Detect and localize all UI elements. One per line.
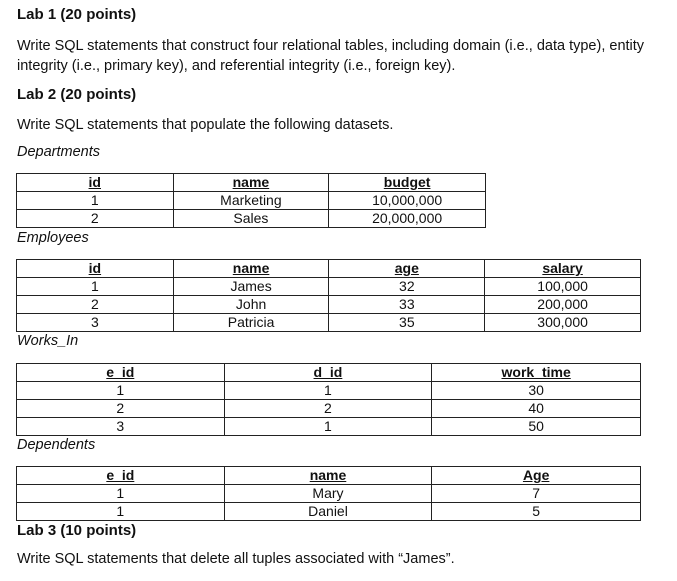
column-header: budget	[329, 174, 486, 192]
table-row	[17, 382, 641, 400]
table-cell: 50	[432, 418, 641, 436]
table-row	[17, 400, 641, 418]
table-cell: Marketing	[173, 192, 329, 210]
column-header: work_time	[432, 364, 641, 382]
table-cell: 200,000	[485, 296, 641, 314]
table-cell: 1	[224, 382, 432, 400]
column-header: salary	[485, 260, 641, 278]
table-cell: 32	[329, 278, 485, 296]
table-cell: 20,000,000	[329, 210, 486, 228]
table-row	[17, 296, 641, 314]
column-header: id	[17, 174, 174, 192]
column-header: d_id	[224, 364, 432, 382]
table-cell: 3	[17, 314, 174, 332]
table-cell: Mary	[224, 485, 432, 503]
column-header: name	[224, 467, 432, 485]
table-cell: 1	[17, 192, 174, 210]
dependents-caption: Dependents	[17, 437, 96, 453]
table-row	[17, 418, 641, 436]
table-cell: 100,000	[485, 278, 641, 296]
table-cell: 35	[329, 314, 485, 332]
dependents-table	[16, 466, 641, 521]
table-header-row	[17, 260, 641, 278]
column-header: e_id	[17, 467, 225, 485]
table-row	[17, 503, 641, 521]
departments-table	[16, 173, 486, 228]
lab3-instructions: Write SQL statements that delete all tuples associated with “James”.	[17, 551, 455, 567]
works-in-table	[16, 363, 641, 436]
table-cell: 1	[224, 418, 432, 436]
column-header: name	[173, 260, 329, 278]
table-row	[17, 192, 486, 210]
table-cell: 2	[224, 400, 432, 418]
table-row	[17, 314, 641, 332]
table-cell: 10,000,000	[329, 192, 486, 210]
lab2-heading: Lab 2 (20 points)	[17, 86, 137, 103]
column-header: Age	[432, 467, 641, 485]
table-cell: 1	[17, 485, 225, 503]
column-header: name	[173, 174, 329, 192]
column-header: age	[329, 260, 485, 278]
lab1-heading: Lab 1 (20 points)	[17, 6, 137, 23]
table-cell: John	[173, 296, 329, 314]
departments-caption: Departments	[17, 144, 101, 160]
table-cell: 7	[432, 485, 641, 503]
table-cell: Patricia	[173, 314, 329, 332]
table-cell: 2	[17, 296, 174, 314]
table-cell: 3	[17, 418, 225, 436]
lab1-instructions: Write SQL statements that construct four relational tables, including domain (i.e., data type), entity integrity (i.e., primary key), and referential integrity (i.e., foreign key).	[17, 38, 645, 74]
table-header-row	[17, 174, 486, 192]
table-cell: 1	[17, 503, 225, 521]
lab2-instructions: Write SQL statements that populate the following datasets.	[17, 117, 394, 133]
table-cell: 1	[17, 382, 225, 400]
column-header: e_id	[17, 364, 225, 382]
table-row	[17, 278, 641, 296]
table-cell: 5	[432, 503, 641, 521]
table-row	[17, 485, 641, 503]
works-in-caption: Works_In	[17, 333, 79, 349]
table-row	[17, 210, 486, 228]
table-cell: 2	[17, 400, 225, 418]
table-cell: James	[173, 278, 329, 296]
table-cell: 2	[17, 210, 174, 228]
lab3-heading: Lab 3 (10 points)	[17, 522, 137, 539]
table-cell: 1	[17, 278, 174, 296]
employees-table	[16, 259, 641, 332]
table-cell: 33	[329, 296, 485, 314]
table-cell: Daniel	[224, 503, 432, 521]
table-cell: 300,000	[485, 314, 641, 332]
column-header: id	[17, 260, 174, 278]
table-header-row	[17, 364, 641, 382]
table-header-row	[17, 467, 641, 485]
table-cell: 30	[432, 382, 641, 400]
table-cell: 40	[432, 400, 641, 418]
employees-caption: Employees	[17, 230, 89, 246]
table-cell: Sales	[173, 210, 329, 228]
